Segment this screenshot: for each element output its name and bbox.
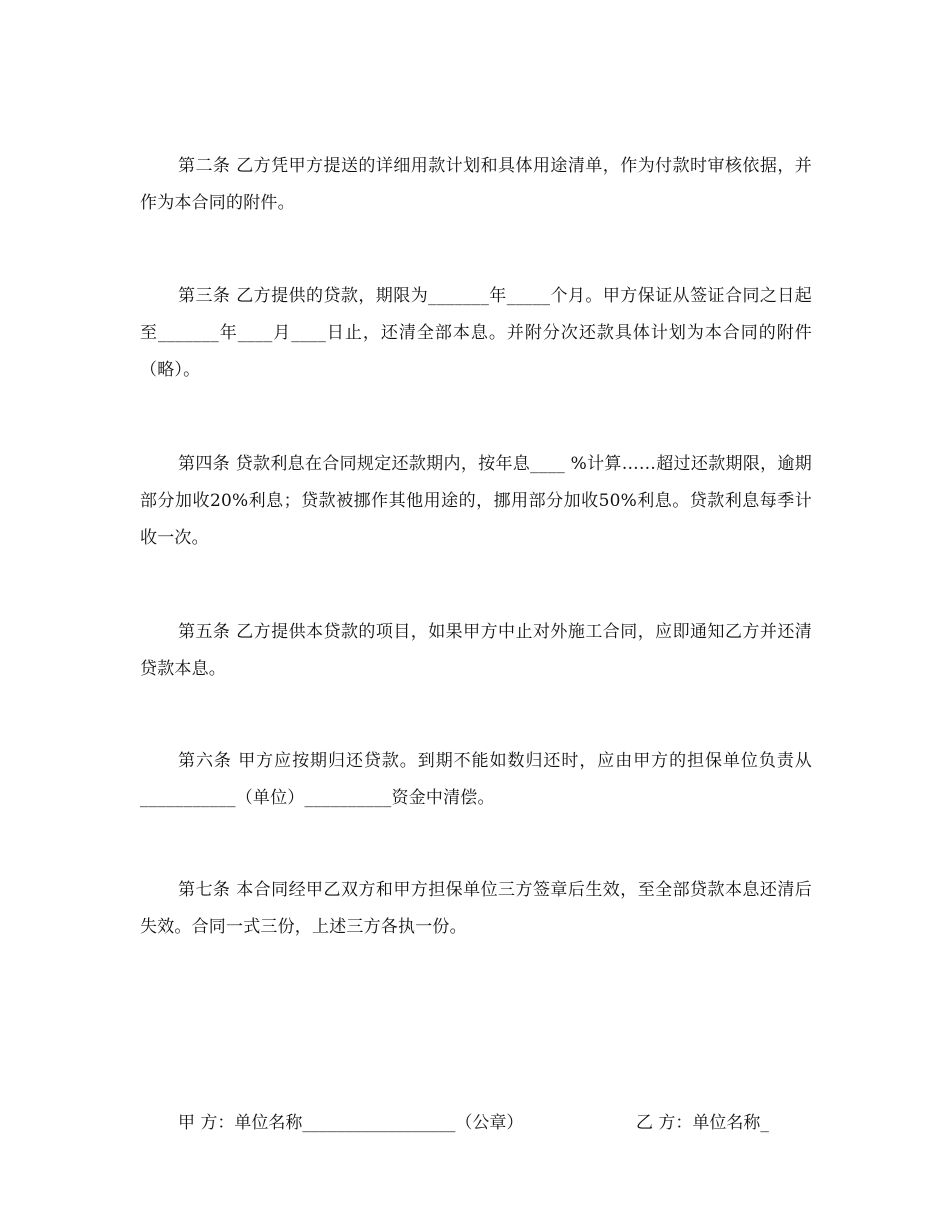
article-2: 第二条 乙方凭甲方提送的详细用款计划和具体用途清单，作为付款时审核依据，并作为本合同的附件。 bbox=[140, 156, 812, 213]
party-b-signature: 乙 方：单位名称_ bbox=[636, 1113, 769, 1133]
party-a-signature: 甲 方：单位名称__________________（公章） bbox=[178, 1113, 524, 1133]
article-6: 第六条 甲方应按期归还贷款。到期不能如数归还时，应由甲方的担保单位负责从___________（单位）__________资金中清偿。 bbox=[140, 751, 812, 808]
article-4: 第四条 贷款利息在合同规定还款期内，按年息____ %计算……超过还款期限，逾期部分加收20%利息；贷款被挪作其他用途的，挪用部分加收50%利息。贷款利息每季计收一次。 bbox=[140, 454, 812, 548]
article-3: 第三条 乙方提供的贷款，期限为_______年_____个月。甲方保证从签证合同之日起至_______年____月____日止，还清全部本息。并附分次还款具体计划为本合同的附件（略）。 bbox=[140, 286, 812, 380]
article-7: 第七条 本合同经甲乙双方和甲方担保单位三方签章后生效，至全部贷款本息还清后失效。合同一式三份，上述三方各执一份。 bbox=[140, 880, 812, 937]
article-5: 第五条 乙方提供本贷款的项目，如果甲方中止对外施工合同，应即通知乙方并还清贷款本息。 bbox=[140, 622, 812, 679]
